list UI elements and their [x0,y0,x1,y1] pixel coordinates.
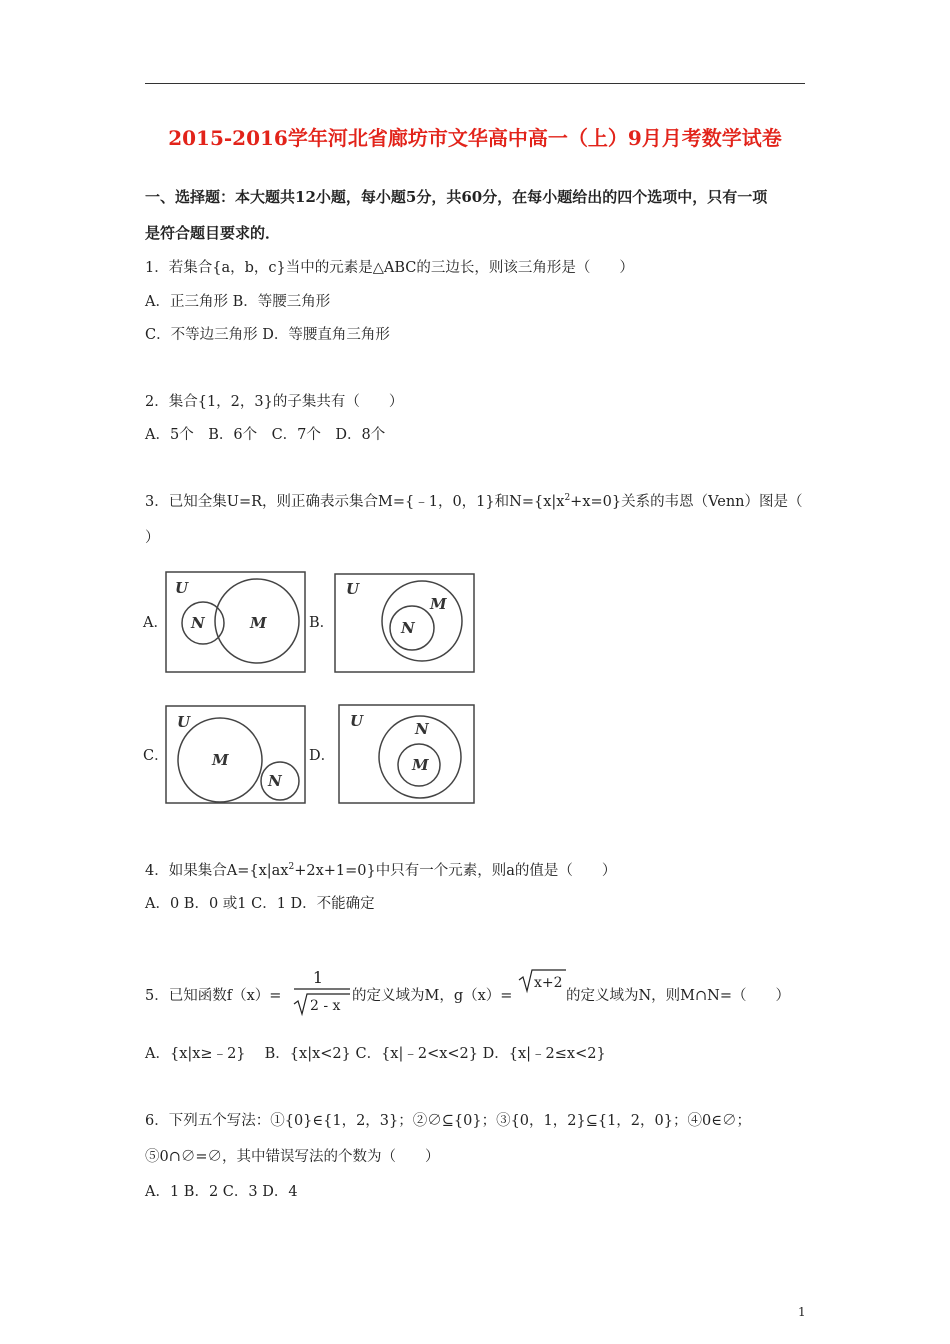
q1-options-ab: A．正三角形 B．等腰三角形 [145,294,331,310]
q3-option-d-label: D． [309,748,336,764]
q6-stem-line1: 6．下列五个写法：①{0}∈{1，2，3}；②∅⊆{0}；③{0，1，2}⊆{1，2，0}；④0∈∅； [145,1113,751,1129]
venn-c-n-label: N [268,772,282,790]
q5-part3: 的定义域为N，则M∩N=（ ） [566,988,791,1004]
q4-stem: 4．如果集合$A=\{x|ax^2+2x+1=0\}$中只有一个元素，则a的值是（ ） [145,862,617,879]
section-instructions-line2: 是符合题目要求的． [145,224,281,242]
venn-a-u-label: U [175,579,189,597]
q5-part1: 5．已知函数f（x）= [145,988,282,1004]
q3-stem-cont: ） [145,530,160,546]
q3-option-a-label: A． [143,615,168,631]
venn-b-n-label: N [401,619,415,637]
q5-fraction-numerator: 1 [312,968,324,987]
venn-diagram-d [338,704,476,805]
venn-c-u-label: U [177,713,191,731]
q5-fraction-denominator: 2 - x [310,998,341,1014]
page-title: 2015-2016学年河北省廊坊市文华高中高一（上）9月月考数学试卷 [168,126,782,150]
venn-b-u-label: U [346,580,360,598]
q5-options: A．{x|x≥﹣2} B．{x|x<2} C．{x|﹣2<x<2} D．{x|﹣2≤x<2} [145,1046,606,1062]
venn-a-n-label: N [191,614,205,632]
venn-diagram-b [334,573,476,674]
q5-fraction [288,966,354,1018]
q5-part2: 的定义域为M，g（x）= [352,988,513,1004]
q5-sqrt-content: x+2 [534,975,563,991]
venn-d-u-label: U [350,712,364,730]
venn-d-m-label: M [412,756,429,774]
q1-stem: 1．若集合{a，b，c}当中的元素是△ABC的三边长，则该三角形是（ ） [145,260,634,276]
venn-a-m-label: M [250,614,267,632]
venn-diagram-c [165,705,307,805]
q2-stem: 2．集合{1，2，3}的子集共有（ ） [145,394,404,410]
page-number: 1 [798,1305,806,1319]
q3-stem: 3．已知全集U=R，则正确表示集合M={﹣1，0，1}和$N=\{x|x^2+x=0\}$关系的韦恩（Venn）图是（ [145,493,803,510]
venn-b-m-label: M [430,595,447,613]
section-instructions-line1: 一、选择题：本大题共12小题，每小题5分，共60分，在每小题给出的四个选项中，只有一项 [145,188,768,206]
q6-options: A．1 B．2 C．3 D．4 [145,1184,298,1200]
venn-c-m-label: M [212,751,229,769]
q5-sqrt [516,966,568,996]
q1-options-cd: C．不等边三角形 D．等腰直角三角形 [145,327,390,343]
venn-diagram-a [165,571,307,674]
q3-option-b-label: B． [309,615,335,631]
q3-option-c-label: C． [143,748,169,764]
q2-options: A．5个 B．6个 C．7个 D．8个 [145,427,386,443]
header-rule [145,83,805,84]
venn-d-n-label: N [415,720,429,738]
q4-options: A．0 B．0 或1 C．1 D．不能确定 [145,896,375,912]
q6-stem-line2: ⑤0∩∅=∅，其中错误写法的个数为（ ） [145,1149,440,1165]
